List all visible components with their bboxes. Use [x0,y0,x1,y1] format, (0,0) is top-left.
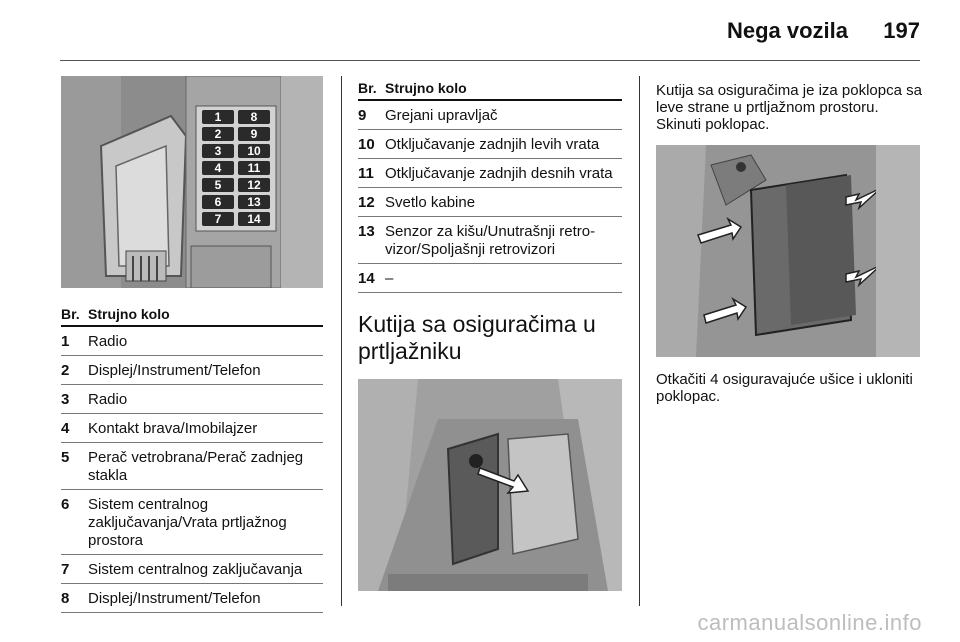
circuit-name: Sistem centralnog zaključavanja/Vrata prtljažnog prostora [88,496,287,549]
header-rule [60,60,920,61]
fuse-table-2 [358,101,622,293]
circuit-name: Kontakt brava/Imobilajzer [88,420,258,437]
paragraph-remove-cover: Otkačiti 4 osiguravajuće ušice i ukloniti poklopac. [656,371,913,405]
circuit-name: Perač vetrobrana/Perač zadnjeg stakla [88,449,304,484]
fuse-slot-label: 11 [238,161,270,175]
circuit-name: Displej/Instrument/Telefon [88,362,261,379]
column-divider [639,76,640,606]
fuse-number: 8 [61,590,70,607]
paragraph-cover-location: Kutija sa osiguračima je iza poklopca sa leve strane u prtljažnom prostoru. Skinuti poklopac. [656,82,922,133]
fuse-slot-label: 12 [238,178,270,192]
fuse-number: 5 [61,449,70,466]
table-row [61,490,323,555]
fuse-slot-label: 8 [238,110,270,124]
column-left [61,76,323,613]
fuse-number: 13 [358,223,375,240]
table-row [61,555,323,584]
fuse-slot-label: 4 [202,161,234,175]
fuse-slot-label: 7 [202,212,234,226]
table-row [358,264,622,293]
table-row [61,327,323,356]
fuse-number: 11 [358,165,374,182]
section-heading: Kutija sa osiguračima u prtljažniku [358,311,596,364]
table-row [61,414,323,443]
circuit-name: Svetlo kabine [385,194,476,211]
fuse-slot-label: 2 [202,127,234,141]
circuit-name: Senzor za kišu/Unutrašnji retro-vizor/Spoljašnji retrovizori [385,223,596,258]
fuse-number: 3 [61,391,70,408]
table-row [61,385,323,414]
fuse-slot-label: 6 [202,195,234,209]
fuse-table-1 [61,327,323,613]
column-middle [358,76,622,591]
fuse-number: 1 [61,333,70,350]
table-row [61,356,323,385]
fuse-slot-label: 3 [202,144,234,158]
fuse-slot-label: 9 [238,127,270,141]
page-number: 197 [883,18,920,43]
watermark: carmanualsonline.info [697,610,922,635]
fuse-number: 12 [358,194,375,211]
trunk-illustration [358,379,622,591]
fuse-slot-label: 13 [238,195,270,209]
table-row [61,443,323,490]
circuit-name: Displej/Instrument/Telefon [88,590,261,607]
column-divider [341,76,342,606]
col-number-header: Br. [61,306,80,322]
table-header [358,80,622,101]
fuse-slot-label: 5 [202,178,234,192]
fuse-number: 6 [61,496,70,513]
table-row [61,584,323,613]
circuit-name: – [385,270,394,287]
fuse-slot-label: 14 [238,212,270,226]
fuse-number: 14 [358,270,375,287]
circuit-name: Otključavanje zadnjih desnih vrata [385,165,613,182]
table-header [61,306,323,327]
col-circuit-header: Strujno kolo [385,80,467,96]
circuit-name: Radio [88,333,128,350]
fuse-number: 2 [61,362,70,379]
page-header [0,0,960,62]
col-circuit-header: Strujno kolo [88,306,170,322]
circuit-name: Otključavanje zadnjih levih vrata [385,136,600,153]
col-number-header: Br. [358,80,377,96]
trunk-figure [358,379,622,591]
fuse-slot-label: 10 [238,144,270,158]
fuse-number: 10 [358,136,375,153]
fuse-panel-figure [61,76,323,288]
circuit-name: Sistem centralnog zaključavanja [88,561,303,578]
fuse-number: 4 [61,420,70,437]
table-row [358,101,622,130]
table-row [358,188,622,217]
column-right [656,76,924,405]
circuit-name: Radio [88,391,128,408]
fuse-number: 7 [61,561,70,578]
table-row [358,130,622,159]
fuse-box-figure [656,145,920,357]
table-row [358,159,622,188]
table-row [358,217,622,264]
fuse-number: 9 [358,107,367,124]
fuse-slot-label: 1 [202,110,234,124]
fuse-box-illustration [656,145,920,357]
section-title: Nega vozila [726,18,848,43]
fuse-panel-illustration [61,76,323,288]
circuit-name: Grejani upravljač [385,107,498,124]
